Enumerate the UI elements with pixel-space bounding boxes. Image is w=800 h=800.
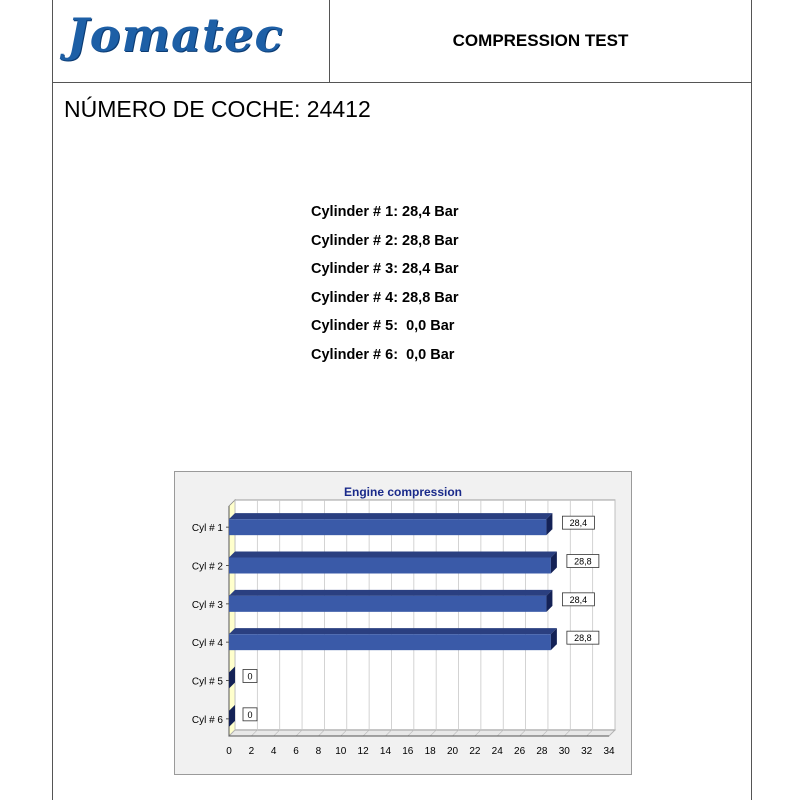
x-tick-label: 22: [469, 746, 481, 757]
data-label: 0: [247, 671, 253, 682]
category-label: Cyl # 1: [191, 523, 223, 535]
x-tick-label: 32: [581, 746, 593, 757]
plot-floor: [229, 730, 615, 736]
x-tick-label: 16: [402, 746, 414, 757]
x-tick-label: 12: [357, 746, 369, 757]
x-tick-label: 30: [558, 746, 570, 757]
header: [53, 0, 751, 83]
x-tick-label: 6: [293, 746, 299, 757]
bar: [229, 558, 551, 574]
document-sheet: [52, 0, 752, 800]
chart-svg: [175, 472, 631, 774]
category-label: Cyl # 3: [191, 599, 223, 611]
x-tick-label: 8: [315, 746, 322, 757]
reading-cylinder-5: Cylinder # 5: 0,0 Bar: [311, 318, 455, 335]
reading-cylinder-2: Cylinder # 2: 28,8 Bar: [311, 232, 459, 249]
x-tick-label: 18: [424, 746, 436, 757]
cylinder-readings: [311, 198, 459, 370]
data-label: 28,4: [569, 518, 588, 529]
category-label: Cyl # 2: [191, 561, 223, 573]
reading-cylinder-4: Cylinder # 4: 28,8 Bar: [311, 289, 459, 306]
bar: [229, 519, 546, 535]
x-tick-label: 24: [491, 746, 503, 757]
x-tick-label: 28: [536, 746, 548, 757]
bar: [229, 634, 551, 650]
bar: [229, 596, 546, 612]
category-label: Cyl # 5: [191, 676, 223, 688]
data-label: 28,4: [569, 594, 588, 605]
x-tick-label: 4: [270, 746, 277, 757]
reading-cylinder-1: Cylinder # 1: 28,4 Bar: [311, 204, 459, 220]
x-tick-label: 0: [226, 746, 232, 757]
engine-compression-chart: [174, 471, 632, 775]
bar-top: [229, 590, 552, 596]
plot-left-wall: [229, 500, 235, 736]
bar-top: [229, 552, 557, 558]
bar-top: [229, 628, 557, 634]
x-tick-label: 26: [514, 746, 526, 757]
data-label: 28,8: [574, 633, 592, 644]
category-label: Cyl # 4: [191, 638, 223, 650]
x-tick-label: 14: [379, 746, 392, 757]
chart-title: Engine compression: [343, 485, 463, 499]
document-title: COMPRESSION TEST: [452, 31, 629, 50]
x-tick-label: 10: [335, 746, 347, 757]
logo-cell: [53, 0, 330, 82]
car-number: NÚMERO DE COCHE: 24412: [64, 96, 371, 122]
x-tick-label: 2: [248, 746, 255, 757]
jomatec-logo: Jomatec: [67, 8, 284, 62]
data-label: 0: [247, 709, 253, 720]
category-label: Cyl # 6: [191, 714, 223, 726]
reading-cylinder-6: Cylinder # 6: 0,0 Bar: [311, 346, 455, 363]
bar-top: [229, 513, 552, 519]
reading-cylinder-3: Cylinder # 3: 28,4 Bar: [311, 261, 459, 278]
x-tick-label: 20: [446, 746, 459, 757]
x-tick-label: 34: [603, 746, 615, 757]
data-label: 28,8: [574, 556, 592, 567]
